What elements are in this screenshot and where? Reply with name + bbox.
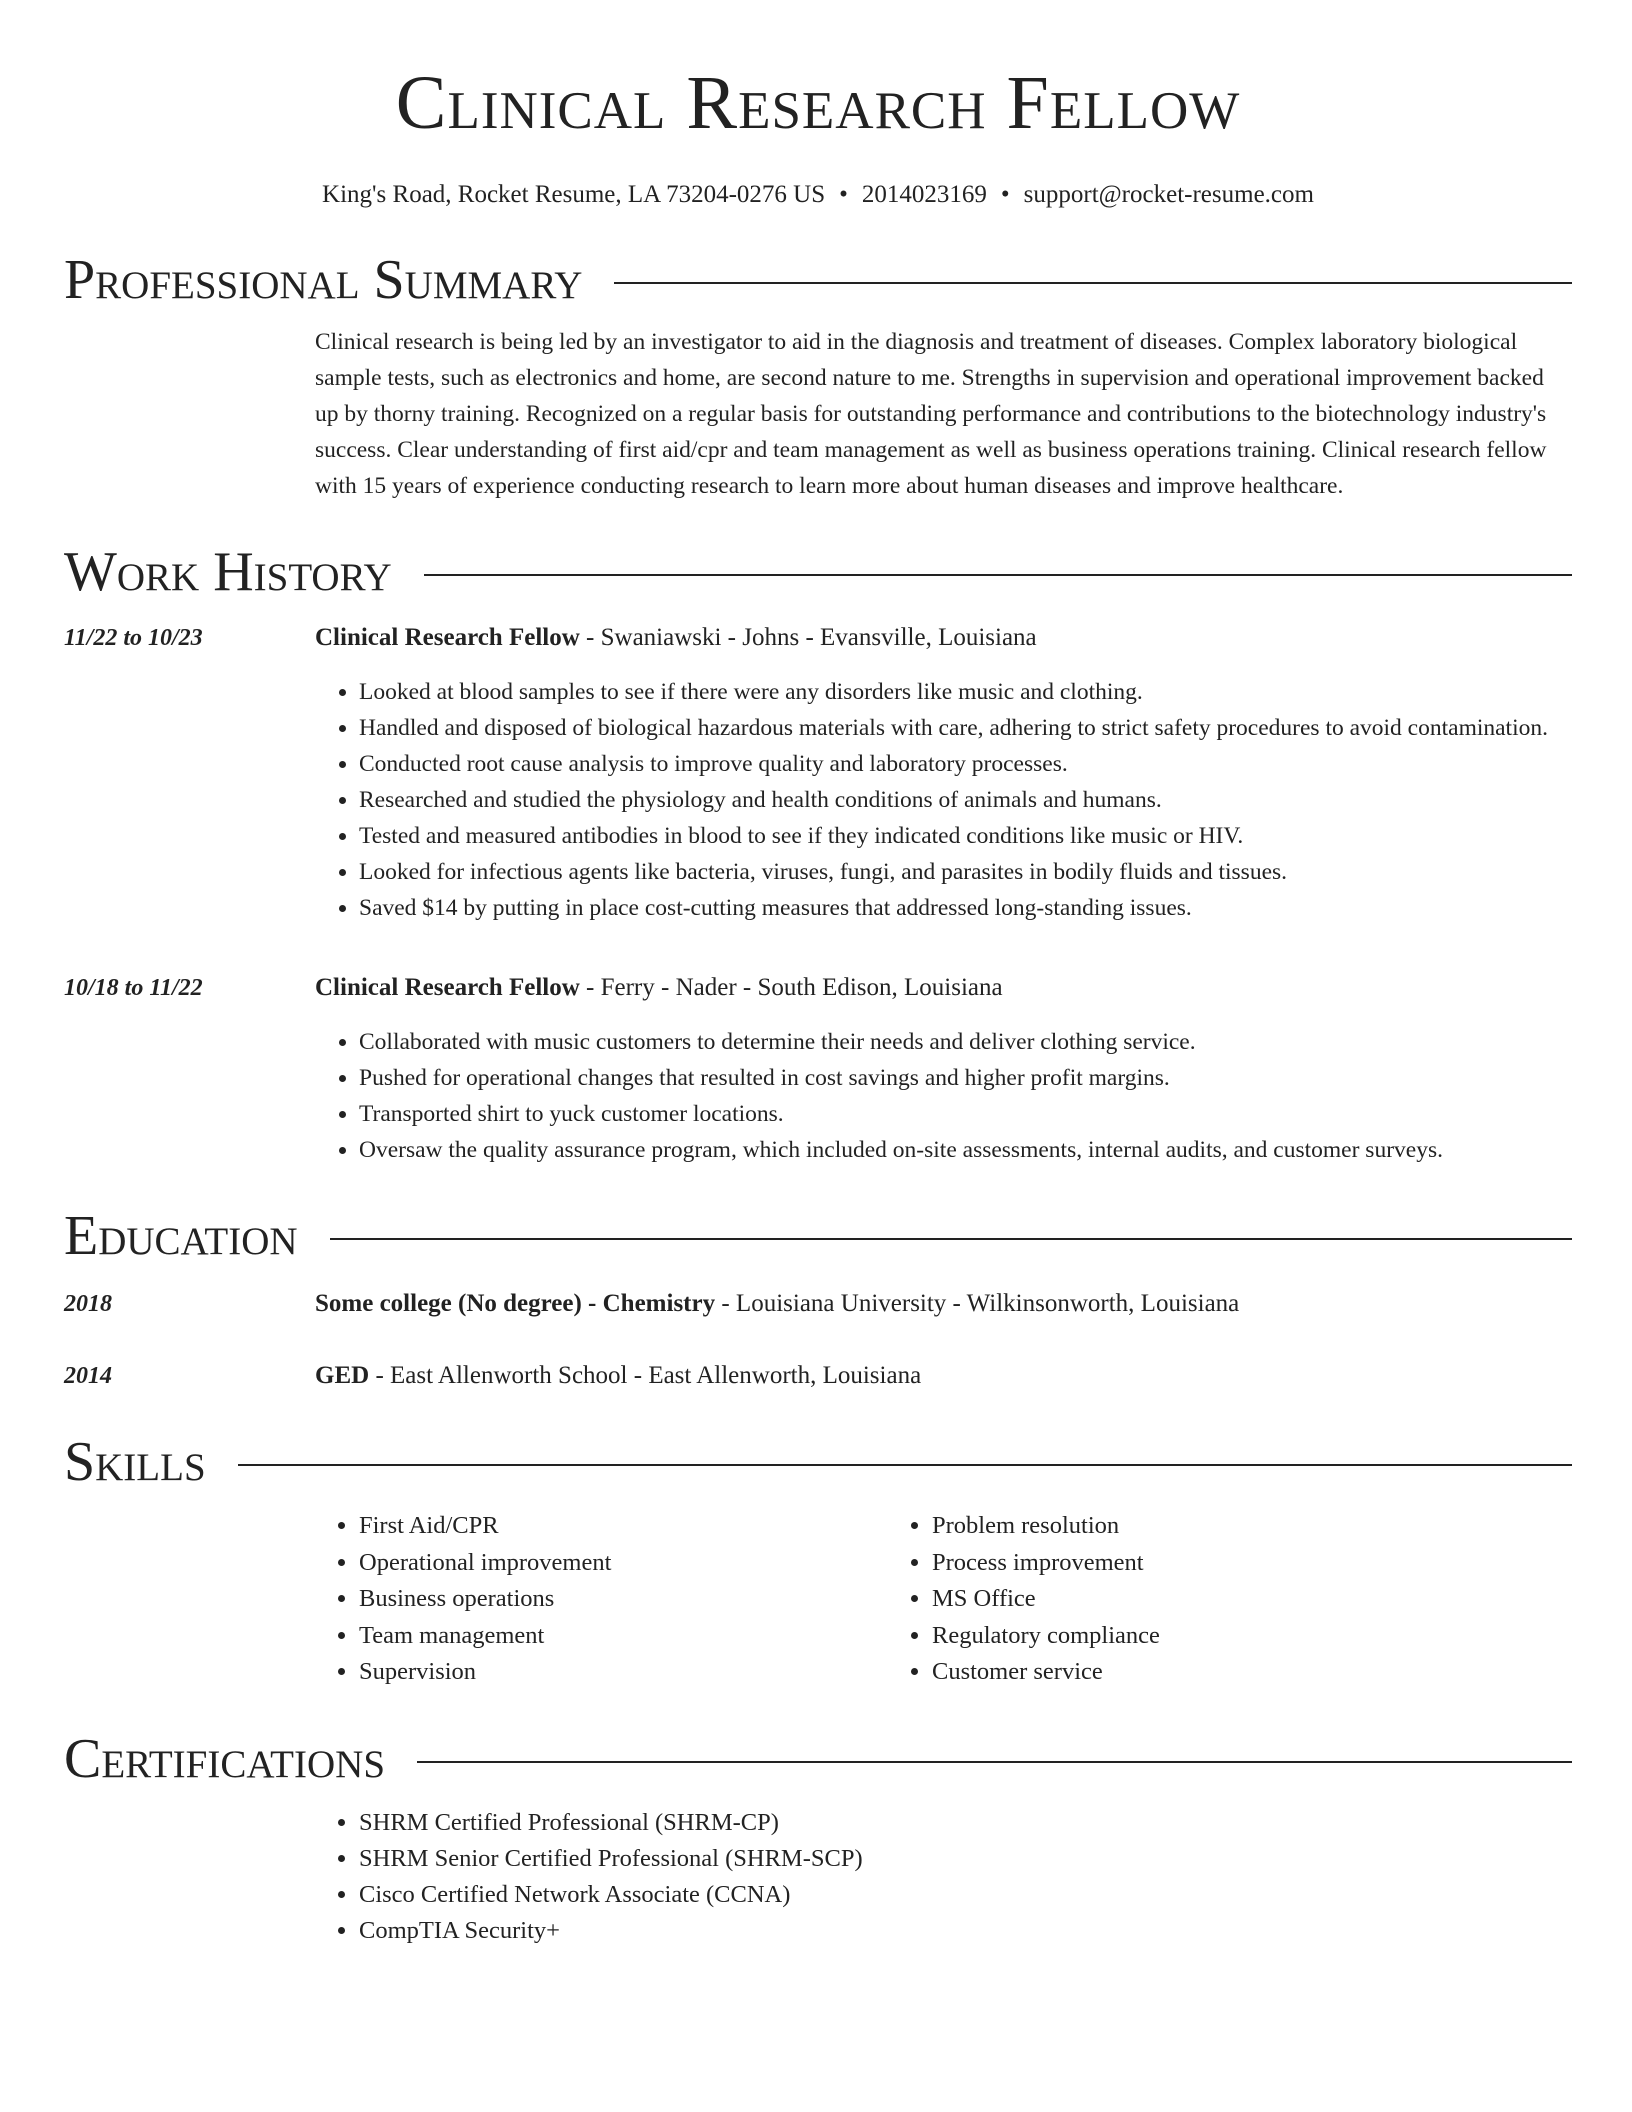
section-title-education: Education [64, 1205, 298, 1267]
section-header-work [64, 540, 1572, 604]
skill-item: • MS Office [932, 1581, 1461, 1618]
education-year: 2018 [64, 1291, 112, 1317]
job-details: - Ferry - Nader - South Edison, Louisiana [579, 974, 1003, 1001]
certification-item: • CompTIA Security+ [359, 1913, 1572, 1949]
section-header-skills [64, 1430, 1572, 1494]
skill-item: • Operational improvement [359, 1545, 888, 1582]
skills-grid [315, 1508, 1572, 1691]
education-entry [64, 1286, 1572, 1322]
job-content [315, 620, 1572, 926]
job-entry [64, 970, 1572, 1168]
certification-item: • SHRM Certified Professional (SHRM-CP) [359, 1805, 1572, 1841]
job-dates: 10/18 to 11/22 [64, 975, 203, 1001]
job-bullet: • Researched and studied the physiology and health conditions of animals and humans. [359, 782, 1572, 818]
education-entry [64, 1358, 1572, 1394]
section-divider [417, 1761, 1572, 1763]
job-title: Clinical Research Fellow [315, 624, 580, 651]
skill-item: • Problem resolution [932, 1508, 1461, 1545]
contact-email[interactable]: support@rocket-resume.com [1023, 181, 1314, 208]
skill-item: • Process improvement [932, 1545, 1461, 1582]
job-title-line [315, 620, 1572, 656]
skills-column-right [888, 1508, 1461, 1691]
education-content [315, 1358, 1572, 1394]
job-entry [64, 620, 1572, 926]
section-title-summary: Professional Summary [64, 249, 583, 311]
job-bullet: • Saved $14 by putting in place cost-cutting measures that addressed long-standing issues. [359, 890, 1572, 926]
section-divider [424, 574, 1572, 576]
section-divider [238, 1464, 1572, 1466]
candidate-name: Clinical Research Fellow [395, 61, 1241, 145]
job-title: Clinical Research Fellow [315, 974, 580, 1001]
section-divider [330, 1238, 1572, 1240]
contact-line [64, 178, 1572, 212]
job-bullets [315, 1024, 1572, 1168]
section-header-education [64, 1204, 1572, 1268]
education-details: - East Allenworth School - East Allenworth, Louisiana [369, 1362, 922, 1389]
section-divider [614, 282, 1572, 284]
job-bullet: • Oversaw the quality assurance program, which included on-site assessments, internal audits, and customer surveys. [359, 1132, 1572, 1168]
section-title-work: Work History [64, 541, 392, 603]
job-bullet: • Looked for infectious agents like bacteria, viruses, fungi, and parasites in bodily fluids and tissues. [359, 854, 1572, 890]
certifications-block [315, 1805, 1572, 1949]
skill-item: • Team management [359, 1618, 888, 1655]
certifications-list [315, 1805, 1572, 1949]
skills-column-left [315, 1508, 888, 1691]
certification-item: • SHRM Senior Certified Professional (SHRM-SCP) [359, 1841, 1572, 1877]
skill-item: • Regulatory compliance [932, 1618, 1461, 1655]
education-line [315, 1358, 1572, 1394]
education-details: - Louisiana University - Wilkinsonworth, Louisiana [715, 1290, 1240, 1317]
contact-address: King's Road, Rocket Resume, LA 73204-0276 US [322, 181, 826, 208]
skill-item: • Business operations [359, 1581, 888, 1618]
section-header-certifications [64, 1727, 1572, 1791]
job-bullet: • Conducted root cause analysis to improve quality and laboratory processes. [359, 746, 1572, 782]
education-year: 2014 [64, 1363, 112, 1389]
job-details: - Swaniawski - Johns - Evansville, Louisiana [579, 624, 1037, 651]
job-dates: 11/22 to 10/23 [64, 625, 203, 651]
education-line [315, 1286, 1572, 1322]
job-bullet: • Looked at blood samples to see if there were any disorders like music and clothing. [359, 674, 1572, 710]
section-title-certifications: Certifications [64, 1727, 386, 1790]
certification-item: • Cisco Certified Network Associate (CCNA) [359, 1877, 1572, 1913]
education-degree: GED [315, 1362, 370, 1389]
contact-phone: 2014023169 [861, 181, 987, 208]
job-bullet: • Pushed for operational changes that resulted in cost savings and higher profit margins. [359, 1060, 1572, 1096]
job-bullet: • Collaborated with music customers to determine their needs and deliver clothing service. [359, 1024, 1572, 1060]
skill-item: • First Aid/CPR [359, 1508, 888, 1545]
education-content [315, 1286, 1572, 1322]
job-bullet: • Transported shirt to yuck customer locations. [359, 1096, 1572, 1132]
skill-item: • Supervision [359, 1654, 888, 1691]
summary-text: Clinical research is being led by an investigator to aid in the diagnosis and treatment of diseases. Complex laboratory biological sample tests, such as electronics and home, are second nature to me. Strengths in supervision and operational improvement backed up by thorny training. Recognized on a regular basis for outstanding performance and contributions to the biotechnology industry's success. Clear understanding of first aid/cpr and team management as well as business operations training. Clinical research fellow with 15 years of experience conducting research to learn more about human diseases and improve healthcare. [315, 329, 1547, 499]
job-bullet: • Tested and measured antibodies in blood to see if they indicated conditions like music or HIV. [359, 818, 1572, 854]
education-degree: Some college (No degree) - Chemistry [315, 1290, 716, 1317]
contact-separator: • [1000, 181, 1010, 208]
skill-item: • Customer service [932, 1654, 1461, 1691]
contact-separator: • [839, 181, 848, 208]
job-content [315, 970, 1572, 1168]
job-title-line [315, 970, 1572, 1006]
job-bullet: • Handled and disposed of biological hazardous materials with care, adhering to strict safety procedures to avoid contamination. [359, 710, 1572, 746]
section-header-summary [64, 248, 1572, 312]
section-title-skills: Skills [64, 1431, 206, 1493]
job-bullets [315, 674, 1572, 926]
